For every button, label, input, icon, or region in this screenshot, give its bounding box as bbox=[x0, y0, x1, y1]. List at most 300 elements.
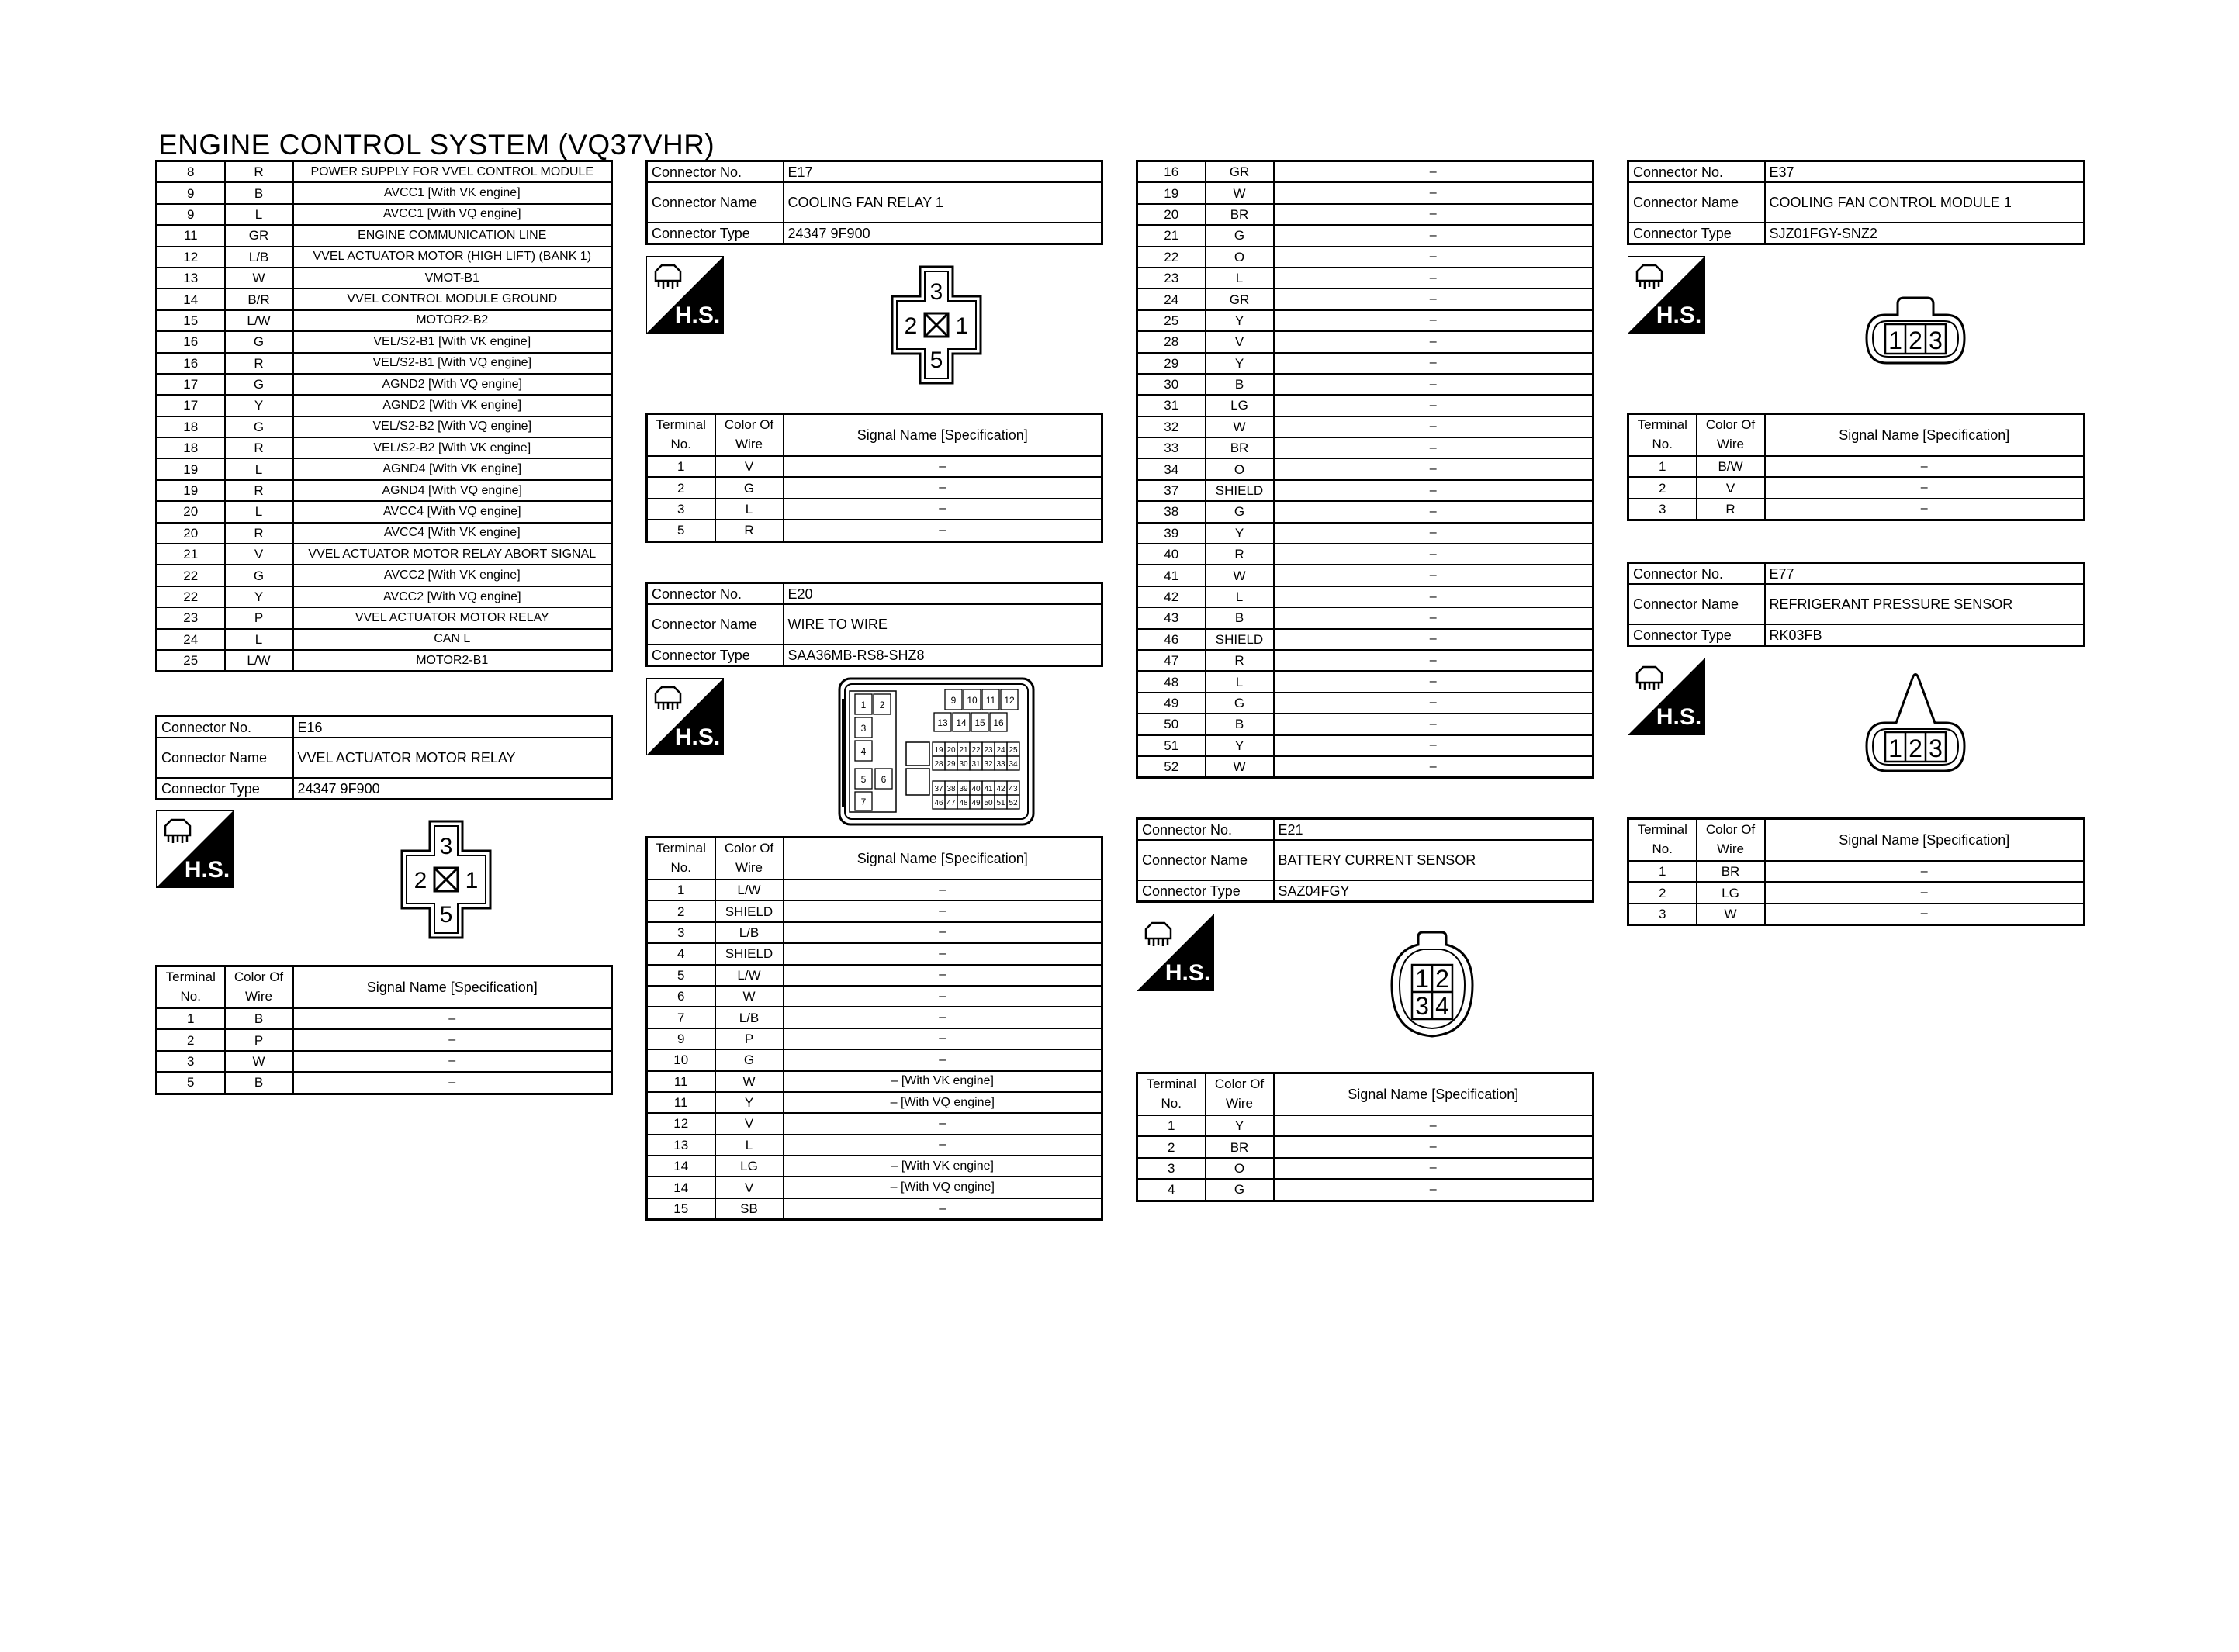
table-row bbox=[1137, 565, 1594, 586]
wire-color-cell: GR bbox=[1206, 289, 1274, 309]
terminal-no-cell: 1 bbox=[1628, 861, 1697, 882]
wire-color-cell: V bbox=[225, 544, 293, 565]
signal-name-cell: – bbox=[1765, 456, 2085, 477]
table-row bbox=[1137, 353, 1594, 374]
terminal-no-cell: 5 bbox=[647, 520, 715, 541]
harness-side-icon bbox=[156, 810, 234, 888]
pin-number: 37 bbox=[934, 785, 943, 793]
connector-name-label: Connector Name bbox=[647, 182, 784, 223]
table-row bbox=[157, 501, 612, 522]
table-row bbox=[647, 1049, 1102, 1070]
pin-number: 21 bbox=[959, 746, 968, 755]
table-row bbox=[157, 629, 612, 650]
signal-name-cell: – bbox=[1274, 1136, 1594, 1157]
terminal-no-cell: 15 bbox=[647, 1198, 715, 1220]
signal-name-cell: – bbox=[784, 1198, 1102, 1220]
terminal-no-cell: 8 bbox=[157, 161, 225, 183]
pin-number: 5 bbox=[860, 774, 867, 785]
table-row bbox=[1137, 310, 1594, 331]
signal-name-cell: – bbox=[1274, 629, 1594, 650]
terminal-no-cell: 2 bbox=[1628, 882, 1697, 903]
pin-3: 3 bbox=[1929, 734, 1943, 762]
color-of-wire-header: Color Of Wire bbox=[225, 966, 293, 1009]
signal-name-cell: AGND2 [With VQ engine] bbox=[293, 374, 612, 395]
terminal-no-header: Terminal No. bbox=[157, 966, 225, 1009]
table-row bbox=[157, 565, 612, 586]
signal-name-cell: – bbox=[784, 1113, 1102, 1134]
terminal-no-cell: 28 bbox=[1137, 331, 1206, 352]
table-row bbox=[647, 965, 1102, 986]
wire-color-cell: LG bbox=[1206, 395, 1274, 416]
connector-type-value: SJZ01FGY-SNZ2 bbox=[1765, 223, 2085, 244]
terminal-no-cell: 5 bbox=[647, 965, 715, 986]
terminal-no-cell: 22 bbox=[157, 565, 225, 586]
signal-name-cell: – bbox=[1274, 693, 1594, 714]
table-row bbox=[1628, 477, 2085, 498]
table-row bbox=[157, 247, 612, 268]
table-row bbox=[157, 544, 612, 565]
wire-color-cell: O bbox=[1206, 458, 1274, 479]
terminal-no-cell: 47 bbox=[1137, 650, 1206, 671]
connector-name-value: VVEL ACTUATOR MOTOR RELAY bbox=[293, 738, 612, 778]
signal-name-cell: VEL/S2-B1 [With VQ engine] bbox=[293, 353, 612, 374]
harness-side-icon bbox=[1628, 658, 1705, 735]
wire-color-cell: B bbox=[1206, 714, 1274, 734]
terminal-no-cell: 17 bbox=[157, 374, 225, 395]
connector-e21-terminal-table-wrap bbox=[1136, 1072, 1594, 1202]
connector-e77-terminal-table bbox=[1627, 817, 2085, 926]
wire-color-cell: SHIELD bbox=[1206, 480, 1274, 501]
connector-e37-terminal-table-wrap bbox=[1627, 413, 2085, 521]
table-row bbox=[1137, 289, 1594, 309]
connector-e20-terminal-table-wrap bbox=[645, 836, 1103, 1221]
signal-name-cell: – bbox=[1274, 714, 1594, 734]
signal-name-cell: AGND4 [With VQ engine] bbox=[293, 480, 612, 501]
pin-number: 40 bbox=[971, 785, 981, 793]
wire-color-cell: W bbox=[715, 986, 784, 1007]
wire-color-cell: W bbox=[1206, 416, 1274, 437]
terminal-no-cell: 4 bbox=[1137, 1179, 1206, 1201]
terminal-no-cell: 33 bbox=[1137, 437, 1206, 458]
signal-name-cell: – bbox=[1274, 586, 1594, 607]
table-row bbox=[647, 499, 1102, 520]
hs-label: H.S. bbox=[184, 857, 230, 883]
connector-e17-terminal-table-wrap bbox=[645, 413, 1103, 543]
signal-name-header: Signal Name [Specification] bbox=[1765, 414, 2085, 457]
wire-color-cell: BR bbox=[1206, 1136, 1274, 1157]
table-row bbox=[647, 880, 1102, 900]
terminal-no-cell: 9 bbox=[647, 1028, 715, 1049]
signal-name-cell: AGND4 [With VK engine] bbox=[293, 458, 612, 479]
connector-name-label: Connector Name bbox=[1628, 584, 1765, 624]
terminal-no-cell: 15 bbox=[157, 310, 225, 331]
connector-e17-terminal-table bbox=[645, 413, 1103, 543]
connector-name-value: COOLING FAN RELAY 1 bbox=[784, 182, 1102, 223]
connector-no-label: Connector No. bbox=[1137, 819, 1274, 841]
wire-color-cell: L/B bbox=[715, 1007, 784, 1028]
pin-2: 2 bbox=[1909, 734, 1922, 762]
pin-number: 42 bbox=[996, 785, 1005, 793]
connector-no-value: E77 bbox=[1765, 563, 2085, 585]
signal-name-header: Signal Name [Specification] bbox=[293, 966, 612, 1009]
terminal-no-cell: 1 bbox=[157, 1008, 225, 1029]
terminal-no-cell: 3 bbox=[1628, 499, 1697, 520]
wire-color-cell: BR bbox=[1206, 437, 1274, 458]
signal-name-cell: – bbox=[1274, 458, 1594, 479]
wire-color-cell: G bbox=[225, 416, 293, 437]
terminal-no-cell: 7 bbox=[647, 1007, 715, 1028]
signal-name-header: Signal Name [Specification] bbox=[1274, 1073, 1594, 1116]
table-row bbox=[647, 1092, 1102, 1113]
terminal-no-header: Terminal No. bbox=[1628, 414, 1697, 457]
wire-color-cell: Y bbox=[225, 395, 293, 416]
table-row bbox=[1137, 544, 1594, 565]
wire-color-cell: Y bbox=[1206, 1115, 1274, 1136]
wire-color-cell: B bbox=[1206, 607, 1274, 628]
wire-color-cell: W bbox=[225, 1051, 293, 1072]
signal-name-cell: – bbox=[1274, 416, 1594, 437]
terminal-no-cell: 5 bbox=[157, 1072, 225, 1094]
wire-color-cell: L/B bbox=[715, 922, 784, 943]
wire-color-cell: O bbox=[1206, 247, 1274, 268]
signal-name-cell: AVCC2 [With VK engine] bbox=[293, 565, 612, 586]
pin-number: 7 bbox=[860, 797, 867, 807]
table-row bbox=[1137, 523, 1594, 544]
signal-name-cell: – bbox=[784, 520, 1102, 541]
signal-name-cell: VVEL ACTUATOR MOTOR RELAY bbox=[293, 607, 612, 628]
pin-number: 25 bbox=[1009, 746, 1018, 755]
terminal-no-cell: 29 bbox=[1137, 353, 1206, 374]
pin-number: 22 bbox=[971, 746, 981, 755]
wire-color-cell: L bbox=[225, 204, 293, 225]
terminal-no-cell: 14 bbox=[647, 1177, 715, 1198]
terminal-no-cell: 30 bbox=[1137, 374, 1206, 395]
table-row bbox=[1137, 161, 1594, 183]
terminal-no-cell: 41 bbox=[1137, 565, 1206, 586]
harness-side-icon bbox=[646, 678, 724, 755]
pin-number: 39 bbox=[959, 785, 968, 793]
color-of-wire-header: Color Of Wire bbox=[1206, 1073, 1274, 1116]
table-row bbox=[1137, 1115, 1594, 1136]
signal-name-header: Signal Name [Specification] bbox=[1765, 819, 2085, 862]
table-row bbox=[1137, 756, 1594, 778]
wire-color-cell: L bbox=[715, 1135, 784, 1156]
signal-name-cell: – bbox=[1274, 650, 1594, 671]
table-row bbox=[647, 1071, 1102, 1092]
table-row bbox=[1137, 735, 1594, 756]
wire-color-cell: Y bbox=[715, 1092, 784, 1113]
terminal-no-cell: 21 bbox=[157, 544, 225, 565]
terminal-no-cell: 25 bbox=[157, 650, 225, 672]
signal-name-cell: – bbox=[1765, 477, 2085, 498]
continued-terminal-table-2 bbox=[1136, 160, 1594, 779]
signal-name-cell: – bbox=[1274, 161, 1594, 183]
terminal-no-cell: 16 bbox=[1137, 161, 1206, 183]
signal-name-cell: – bbox=[784, 477, 1102, 498]
signal-name-cell: VEL/S2-B2 [With VQ engine] bbox=[293, 416, 612, 437]
pin-5: 5 bbox=[439, 902, 453, 928]
table-row bbox=[647, 1198, 1102, 1220]
signal-name-cell: ENGINE COMMUNICATION LINE bbox=[293, 225, 612, 246]
terminal-no-cell: 13 bbox=[157, 268, 225, 289]
connector-e77-info bbox=[1627, 562, 2085, 647]
signal-name-cell: – bbox=[1765, 861, 2085, 882]
terminal-no-cell: 43 bbox=[1137, 607, 1206, 628]
table-row bbox=[1137, 607, 1594, 628]
signal-name-cell: – bbox=[1274, 480, 1594, 501]
color-of-wire-header: Color Of Wire bbox=[715, 414, 784, 457]
terminal-no-cell: 10 bbox=[647, 1049, 715, 1070]
wire-color-cell: L bbox=[1206, 586, 1274, 607]
terminal-no-cell: 13 bbox=[647, 1135, 715, 1156]
table-row bbox=[1137, 501, 1594, 522]
table-row bbox=[1137, 480, 1594, 501]
signal-name-cell: AVCC2 [With VQ engine] bbox=[293, 586, 612, 607]
table-row bbox=[157, 353, 612, 374]
table-row bbox=[647, 922, 1102, 943]
table-row bbox=[647, 1113, 1102, 1134]
signal-name-cell: VMOT-B1 bbox=[293, 268, 612, 289]
wire-color-cell: W bbox=[225, 268, 293, 289]
signal-name-cell: – bbox=[293, 1051, 612, 1072]
pin-number: 24 bbox=[996, 746, 1005, 755]
signal-name-cell: MOTOR2-B2 bbox=[293, 310, 612, 331]
pin-1: 1 bbox=[955, 313, 969, 339]
wire-color-cell: Y bbox=[1206, 735, 1274, 756]
table-row bbox=[1628, 861, 2085, 882]
pin-2: 2 bbox=[1909, 327, 1922, 354]
signal-name-cell: – bbox=[1274, 331, 1594, 352]
table-row bbox=[647, 1135, 1102, 1156]
signal-name-cell: – bbox=[1274, 395, 1594, 416]
wire-color-cell: L/W bbox=[715, 965, 784, 986]
signal-name-cell: – bbox=[293, 1029, 612, 1050]
connector-type-label: Connector Type bbox=[647, 645, 784, 666]
signal-name-cell: – bbox=[1274, 310, 1594, 331]
wire-color-cell: L bbox=[1206, 671, 1274, 692]
terminal-no-header: Terminal No. bbox=[1137, 1073, 1206, 1116]
connector-e16-face bbox=[400, 820, 492, 939]
table-row bbox=[157, 374, 612, 395]
hs-label: H.S. bbox=[1164, 960, 1211, 986]
connector-no-label: Connector No. bbox=[1628, 563, 1765, 585]
terminal-no-cell: 50 bbox=[1137, 714, 1206, 734]
wire-color-cell: R bbox=[1697, 499, 1765, 520]
table-row bbox=[647, 456, 1102, 477]
signal-name-cell: VVEL ACTUATOR MOTOR RELAY ABORT SIGNAL bbox=[293, 544, 612, 565]
pin-number: 43 bbox=[1009, 785, 1018, 793]
pin-number: 3 bbox=[860, 723, 867, 734]
hs-label: H.S. bbox=[1656, 302, 1702, 328]
table-row bbox=[647, 943, 1102, 964]
pin-3: 3 bbox=[439, 834, 453, 859]
table-row bbox=[157, 395, 612, 416]
table-row bbox=[157, 268, 612, 289]
terminal-no-header: Terminal No. bbox=[1628, 819, 1697, 862]
pin-4: 4 bbox=[1435, 992, 1449, 1020]
connector-name-label: Connector Name bbox=[1137, 840, 1274, 880]
wire-color-cell: R bbox=[225, 353, 293, 374]
table-row bbox=[647, 477, 1102, 498]
table-row bbox=[1137, 331, 1594, 352]
connector-e77-terminal-table-wrap bbox=[1627, 817, 2085, 926]
pin-number: 50 bbox=[984, 799, 993, 807]
terminal-no-cell: 32 bbox=[1137, 416, 1206, 437]
pin-1: 1 bbox=[1888, 734, 1902, 762]
signal-name-cell: – bbox=[1274, 544, 1594, 565]
signal-name-cell: AVCC1 [With VK engine] bbox=[293, 182, 612, 203]
table-row bbox=[157, 607, 612, 628]
pin-number: 23 bbox=[984, 746, 993, 755]
terminal-no-cell: 51 bbox=[1137, 735, 1206, 756]
connector-e17-info bbox=[645, 160, 1103, 245]
pin-1: 1 bbox=[1415, 965, 1429, 993]
table-row bbox=[157, 161, 612, 183]
signal-name-cell: – bbox=[784, 499, 1102, 520]
wire-color-cell: GR bbox=[225, 225, 293, 246]
terminal-no-cell: 22 bbox=[157, 586, 225, 607]
table-row bbox=[647, 1156, 1102, 1177]
pin-1: 1 bbox=[465, 868, 479, 893]
terminal-no-cell: 14 bbox=[647, 1156, 715, 1177]
wire-color-cell: G bbox=[225, 331, 293, 352]
signal-name-cell: – bbox=[1274, 247, 1594, 268]
pin-number: 11 bbox=[985, 695, 996, 706]
table-row bbox=[647, 986, 1102, 1007]
signal-name-cell: – bbox=[1274, 268, 1594, 289]
connector-e20-info bbox=[645, 582, 1103, 667]
terminal-no-cell: 19 bbox=[157, 480, 225, 501]
pin-number: 38 bbox=[946, 785, 956, 793]
table-row bbox=[157, 1072, 612, 1094]
signal-name-cell: AVCC1 [With VQ engine] bbox=[293, 204, 612, 225]
terminal-no-cell: 16 bbox=[157, 353, 225, 374]
terminal-no-cell: 12 bbox=[647, 1113, 715, 1134]
signal-name-cell: VEL/S2-B2 [With VK engine] bbox=[293, 437, 612, 458]
table-row bbox=[157, 458, 612, 479]
terminal-no-cell: 11 bbox=[157, 225, 225, 246]
pin-number: 52 bbox=[1009, 799, 1018, 807]
table-row bbox=[1137, 1179, 1594, 1201]
connector-no-value: E17 bbox=[784, 161, 1102, 183]
connector-no-value: E16 bbox=[293, 717, 612, 738]
table-row bbox=[157, 204, 612, 225]
table-row bbox=[1628, 499, 2085, 520]
pin-number: 48 bbox=[959, 799, 968, 807]
signal-name-cell: POWER SUPPLY FOR VVEL CONTROL MODULE bbox=[293, 161, 612, 183]
signal-name-cell: – bbox=[784, 943, 1102, 964]
connector-e20-face bbox=[838, 677, 1035, 826]
connector-e20-terminal-table bbox=[645, 836, 1103, 1221]
pin-number: 13 bbox=[937, 717, 948, 728]
signal-name-cell: – bbox=[784, 456, 1102, 477]
connector-type-label: Connector Type bbox=[1628, 223, 1765, 244]
terminal-no-cell: 3 bbox=[647, 922, 715, 943]
wire-color-cell: L/W bbox=[225, 310, 293, 331]
table-row bbox=[1137, 458, 1594, 479]
terminal-no-cell: 19 bbox=[1137, 182, 1206, 203]
wire-color-cell: G bbox=[1206, 693, 1274, 714]
terminal-no-cell: 46 bbox=[1137, 629, 1206, 650]
terminal-no-cell: 11 bbox=[647, 1071, 715, 1092]
signal-name-cell: – bbox=[1274, 353, 1594, 374]
table-row bbox=[1137, 225, 1594, 246]
wire-color-cell: L/W bbox=[225, 650, 293, 672]
pin-number: 6 bbox=[881, 774, 887, 785]
terminal-no-cell: 3 bbox=[647, 499, 715, 520]
table-row bbox=[157, 650, 612, 672]
wire-color-cell: L bbox=[225, 629, 293, 650]
connector-e17-face bbox=[891, 265, 982, 385]
signal-name-header: Signal Name [Specification] bbox=[784, 414, 1102, 457]
connector-type-label: Connector Type bbox=[157, 778, 293, 800]
connector-name-value: REFRIGERANT PRESSURE SENSOR bbox=[1765, 584, 2085, 624]
wire-color-cell: B/W bbox=[1697, 456, 1765, 477]
hs-label: H.S. bbox=[674, 302, 721, 328]
signal-name-cell: – bbox=[784, 986, 1102, 1007]
terminal-no-cell: 21 bbox=[1137, 225, 1206, 246]
color-of-wire-header: Color Of Wire bbox=[1697, 414, 1765, 457]
wire-color-cell: B bbox=[225, 182, 293, 203]
terminal-no-cell: 3 bbox=[157, 1051, 225, 1072]
wire-color-cell: V bbox=[1206, 331, 1274, 352]
terminal-no-cell: 24 bbox=[157, 629, 225, 650]
terminal-no-cell: 12 bbox=[157, 247, 225, 268]
connector-type-label: Connector Type bbox=[1137, 880, 1274, 902]
signal-name-cell: – [With VK engine] bbox=[784, 1071, 1102, 1092]
signal-name-cell: – bbox=[293, 1008, 612, 1029]
table-row bbox=[1628, 882, 2085, 903]
pin-number: 15 bbox=[974, 717, 985, 728]
terminal-no-header: Terminal No. bbox=[647, 414, 715, 457]
wire-color-cell: SHIELD bbox=[1206, 629, 1274, 650]
wire-color-cell: R bbox=[715, 520, 784, 541]
wire-color-cell: G bbox=[715, 1049, 784, 1070]
connector-no-label: Connector No. bbox=[647, 583, 784, 605]
connector-type-value: 24347 9F900 bbox=[293, 778, 612, 800]
signal-name-cell: CAN L bbox=[293, 629, 612, 650]
signal-name-cell: – bbox=[1274, 374, 1594, 395]
signal-name-cell: VVEL ACTUATOR MOTOR (HIGH LIFT) (BANK 1) bbox=[293, 247, 612, 268]
signal-name-cell: – bbox=[784, 900, 1102, 921]
pin-number: 14 bbox=[956, 717, 967, 728]
terminal-no-cell: 18 bbox=[157, 416, 225, 437]
terminal-no-cell: 3 bbox=[1137, 1158, 1206, 1179]
signal-name-cell: – bbox=[784, 1049, 1102, 1070]
terminal-no-cell: 31 bbox=[1137, 395, 1206, 416]
terminal-no-cell: 14 bbox=[157, 289, 225, 309]
harness-side-icon bbox=[1628, 256, 1705, 334]
connector-name-value: BATTERY CURRENT SENSOR bbox=[1274, 840, 1594, 880]
color-of-wire-header: Color Of Wire bbox=[1697, 819, 1765, 862]
terminal-no-cell: 24 bbox=[1137, 289, 1206, 309]
terminal-no-cell: 48 bbox=[1137, 671, 1206, 692]
connector-type-value: SAZ04FGY bbox=[1274, 880, 1594, 902]
terminal-no-cell: 16 bbox=[157, 331, 225, 352]
signal-name-cell: – bbox=[784, 922, 1102, 943]
table-row bbox=[157, 225, 612, 246]
signal-name-cell: AVCC4 [With VQ engine] bbox=[293, 501, 612, 522]
pin-3: 3 bbox=[1929, 327, 1943, 354]
pin-number: 20 bbox=[946, 746, 956, 755]
table-row bbox=[157, 523, 612, 544]
signal-name-cell: – bbox=[293, 1072, 612, 1094]
signal-name-cell: – bbox=[784, 880, 1102, 900]
pin-2: 2 bbox=[414, 868, 427, 893]
terminal-no-cell: 37 bbox=[1137, 480, 1206, 501]
signal-name-cell: – bbox=[1274, 735, 1594, 756]
connector-e37-info bbox=[1627, 160, 2085, 245]
